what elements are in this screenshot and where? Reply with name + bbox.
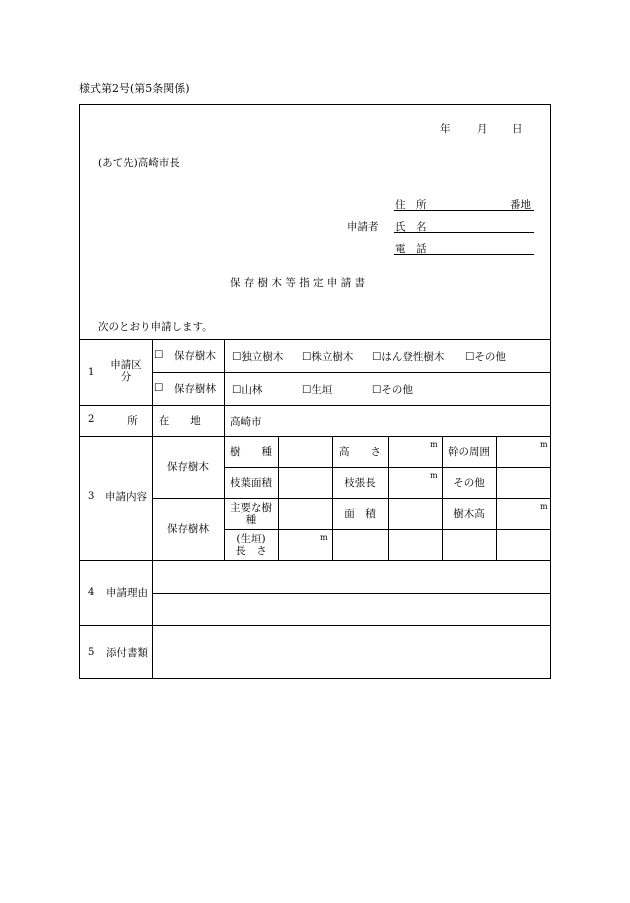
- hedge-length-label: (生垣) 長 さ: [235, 533, 267, 557]
- address-label: 住 所: [395, 199, 427, 211]
- phone-field[interactable]: [394, 244, 534, 255]
- main-species-label: 主要な樹種: [230, 502, 272, 526]
- section-4-number: 4: [88, 587, 95, 598]
- option-hedge[interactable]: ☐生垣: [302, 384, 333, 396]
- section-5-number: 5: [88, 647, 95, 658]
- date-day-label: 日: [512, 123, 523, 135]
- foliage-area-label: 枝葉面積: [230, 477, 272, 489]
- option-clump-tree[interactable]: ☐株立樹木: [302, 351, 354, 363]
- tree-category-checkbox[interactable]: ☐: [154, 349, 164, 361]
- intro-text: 次のとおり申請します。: [98, 321, 213, 333]
- foliage-area-input[interactable]: [279, 468, 331, 498]
- attachments-input[interactable]: [153, 626, 549, 678]
- spread-unit: m: [430, 471, 438, 480]
- section-2-number: 2: [88, 414, 95, 425]
- section-5-label: 添付書類: [106, 647, 148, 659]
- trunk-circumference-label: 幹の周囲: [448, 446, 490, 458]
- height-label: 高 さ: [339, 446, 381, 458]
- other-label: その他: [453, 477, 485, 489]
- tree-height-label: 樹木高: [453, 508, 485, 520]
- forest-category-checkbox[interactable]: ☐: [154, 382, 164, 394]
- form-title: 保 存 樹 木 等 指 定 申 請 書: [230, 277, 366, 289]
- option-mountain-forest[interactable]: ☐山林: [232, 384, 263, 396]
- tree-height-unit: m: [540, 502, 548, 511]
- address-suffix: 番地: [510, 199, 531, 211]
- phone-label: 電 話: [395, 243, 427, 255]
- species-label: 樹 種: [230, 446, 272, 458]
- section-3-number: 3: [88, 491, 95, 502]
- reason-input-line-2[interactable]: [153, 594, 549, 624]
- hedge-length-unit: m: [320, 533, 328, 542]
- section-1-number: 1: [88, 367, 95, 378]
- area-label: 面 積: [344, 508, 376, 520]
- height-unit: m: [430, 440, 438, 449]
- date-month-label: 月: [477, 123, 488, 135]
- species-input[interactable]: [279, 437, 331, 467]
- forest-category-label: 保存樹林: [174, 383, 216, 395]
- option-climbing-tree[interactable]: ☐はん登性樹木: [372, 351, 445, 363]
- section-1-label: 申請区分: [110, 359, 142, 383]
- form-number-label: 様式第2号(第5条関係): [79, 82, 190, 95]
- reason-input-line-1[interactable]: [153, 561, 549, 592]
- address-field[interactable]: [394, 200, 534, 211]
- option-other-tree[interactable]: ☐その他: [465, 351, 506, 363]
- location-value[interactable]: 高崎市: [230, 416, 262, 428]
- date-year-label: 年: [440, 123, 451, 135]
- application-form: [79, 104, 551, 679]
- preserved-tree-group-label: 保存樹木: [167, 461, 209, 473]
- section-3-label: 申請内容: [105, 491, 147, 503]
- applicant-label: 申請者: [347, 221, 379, 233]
- option-other-forest[interactable]: ☐その他: [372, 384, 413, 396]
- spread-length-label: 枝張長: [344, 477, 376, 489]
- section-2-label: 所 在 地: [127, 415, 201, 427]
- trunk-unit: m: [540, 440, 548, 449]
- preserved-forest-group-label: 保存樹林: [167, 523, 209, 535]
- other-input[interactable]: [497, 468, 549, 498]
- name-label: 氏 名: [395, 221, 427, 233]
- option-standalone-tree[interactable]: ☐独立樹木: [232, 351, 284, 363]
- area-input[interactable]: [389, 499, 441, 529]
- tree-category-label: 保存樹木: [174, 350, 216, 362]
- section-4-label: 申請理由: [106, 587, 148, 599]
- name-field[interactable]: [394, 222, 534, 233]
- main-species-input[interactable]: [279, 499, 331, 529]
- addressee: (あて先)高崎市長: [98, 157, 180, 169]
